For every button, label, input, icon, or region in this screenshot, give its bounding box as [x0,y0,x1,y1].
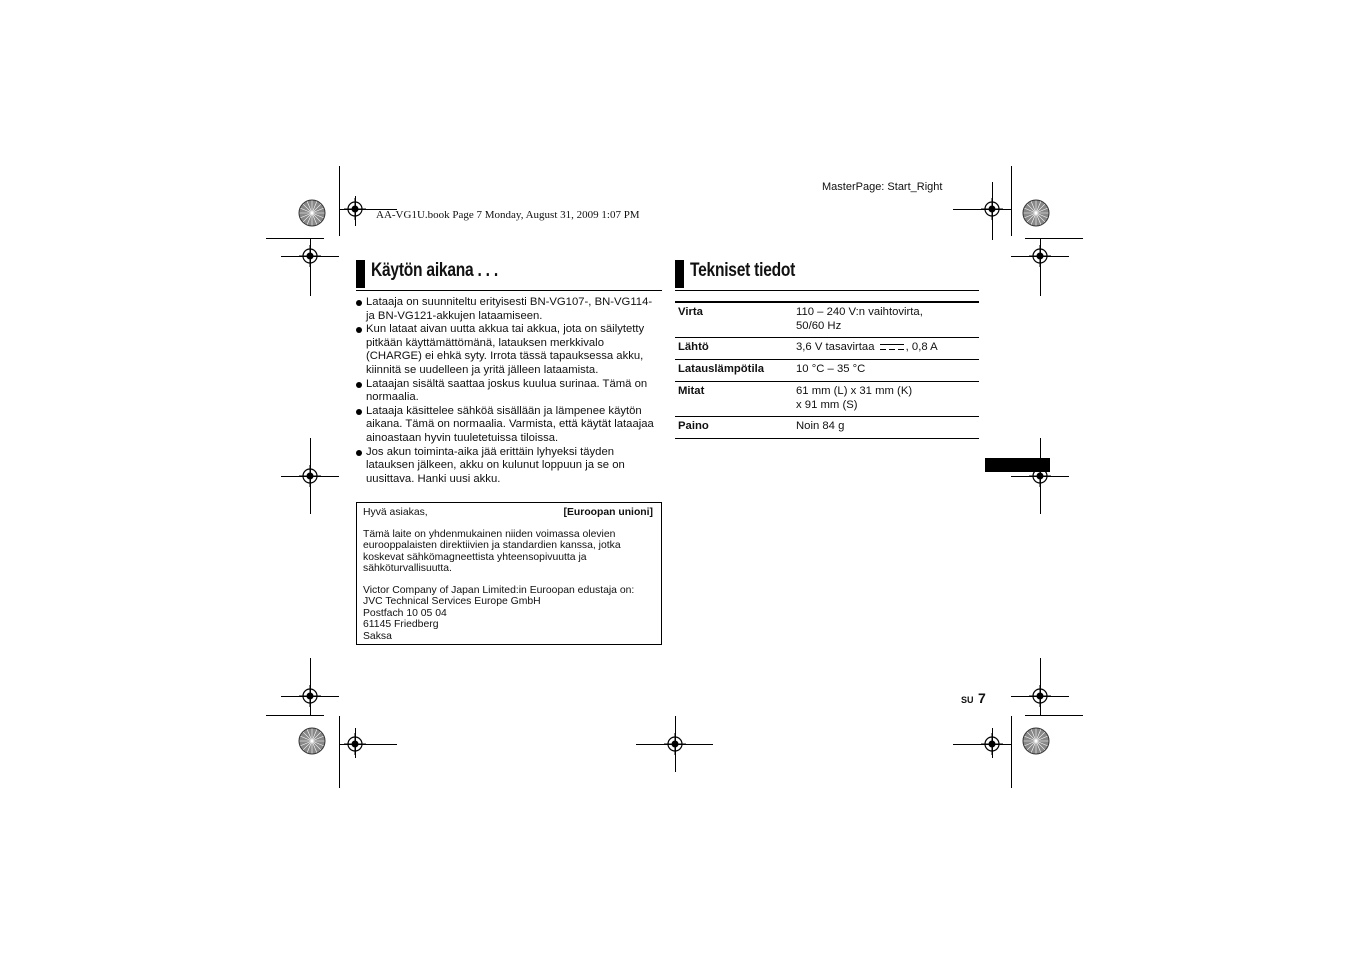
bullet-icon [356,409,362,415]
spec-value-line: x 91 mm (S) [796,398,858,411]
table-row [675,360,979,382]
address-line: 61145 Friedberg [363,619,439,631]
list-item-text: Kun lataat aivan uutta akkua tai akkua, jota on säilytetty pitkään käyttämättömänä, latauksen merkkivalo (CHARGE) ei ehkä syty. Irrota tässä tapauksessa akku, kiinnitä se uudelleen ja yritä jälleen lataamista. [366,323,645,376]
spec-value [796,306,923,333]
crop-line [339,716,340,788]
registration-target-icon [299,245,321,267]
section-title-text: Tekniset tiedot [690,260,796,281]
notice-region: [Euroopan unioni] [563,507,653,518]
crop-line [1011,166,1012,236]
list-item [356,296,662,323]
list-item [356,323,662,377]
table-row [675,417,979,439]
crop-line [1025,715,1083,716]
list-item-text: Lataajan sisältä saattaa joskus kuulua surinaa. Tämä on normaalia. [366,377,648,404]
eu-notice-box [356,502,662,645]
spec-value: Noin 84 g [796,420,845,432]
list-item [356,446,662,487]
registration-target-icon [344,733,366,755]
title-bar-marker [356,260,365,288]
crop-line [266,715,324,716]
page-number [961,690,986,708]
spec-value-line: 61 mm (L) x 31 mm (K) [796,385,913,397]
crop-line [1025,238,1083,239]
list-item-text: Jos akun toiminta-aika jää erittäin lyhyeksi täyden latauksen jälkeen, akku on kulunut loppuun ja se on uusittava. Hanki uusi akku. [366,445,625,485]
book-info-line: AA-VG1U.book Page 7 Monday, August 31, 2009 1:07 PM [376,209,640,221]
spec-label: Virta [678,306,703,318]
spec-value: 10 °C – 35 °C [796,363,866,375]
crop-line [1011,716,1012,788]
registration-target-icon [299,465,321,487]
list-item-text: Lataaja on suunniteltu erityisesti BN-VG107-, BN-VG114- ja BN-VG121-akkujen lataamiseen. [366,296,653,322]
spec-value [796,341,938,355]
registration-target-icon [1029,245,1051,267]
address-line: Postfach 10 05 04 [363,607,447,619]
spec-table [675,301,979,439]
language-code: SU [961,695,974,705]
registration-target-icon [664,733,686,755]
section-title-text: Käytön aikana . . . [371,260,498,281]
section-title-specs [675,260,979,291]
spec-value-line: 110 – 240 V:n vaihtovirta, [796,306,923,318]
list-item [356,405,662,446]
address-line: Victor Company of Japan Limited:in Euroopan edustaja on: [363,585,635,596]
starburst-wheel-icon [298,199,326,227]
starburst-wheel-icon [1022,727,1050,755]
spec-value-line: 50/60 Hz [796,319,842,332]
bullet-icon [356,450,362,456]
address-line: JVC Technical Services Europe GmbH [363,596,541,608]
notice-salutation: Hyvä asiakas, [363,507,428,518]
spec-label: Mitat [678,385,705,397]
list-item-text: Lataaja käsittelee sähköä sisällään ja lämpenee käytön aikana. Tämä on normaalia. Varmista, että käytät lataajaa ainoastaan hyvin tuuletetuissa tiloissa. [366,404,654,444]
dc-current-symbol-icon [880,342,904,352]
list-item [356,378,662,405]
page-number-value: 7 [977,690,986,706]
notice-address [363,585,659,642]
bullet-icon [356,300,362,306]
table-row [675,382,979,417]
registration-target-icon [981,733,1003,755]
spec-value-text: , 0,8 A [905,341,938,353]
spec-value [796,385,912,412]
spec-label: Lähtö [678,341,709,353]
address-line: Saksa [363,630,392,642]
starburst-wheel-icon [1022,199,1050,227]
table-row [675,338,979,360]
section-title-usage [356,260,662,291]
spec-label: Paino [678,420,709,432]
registration-target-icon [981,198,1003,220]
spec-value-text: 3,6 V tasavirtaa [796,341,875,353]
crop-line [266,238,324,239]
usage-bullet-list [356,296,662,486]
masterpage-label: MasterPage: Start_Right [822,181,943,193]
table-row [675,303,979,338]
starburst-wheel-icon [298,727,326,755]
bullet-icon [356,327,362,333]
notice-paragraph: Tämä laite on yhdenmukainen niiden voimassa olevien eurooppalaisten direktiivien ja standardien kanssa, jotka koskevat sähkömagneettista yhteensopivuutta ja sähköturvallisuutta. [363,529,621,575]
title-bar-marker [675,260,684,288]
thumb-index-tab [985,458,1050,472]
registration-target-icon [344,198,366,220]
spec-label: Latauslämpötila [678,363,765,375]
crop-line [339,166,340,236]
registration-target-icon [299,685,321,707]
registration-target-icon [1029,685,1051,707]
bullet-icon [356,382,362,388]
